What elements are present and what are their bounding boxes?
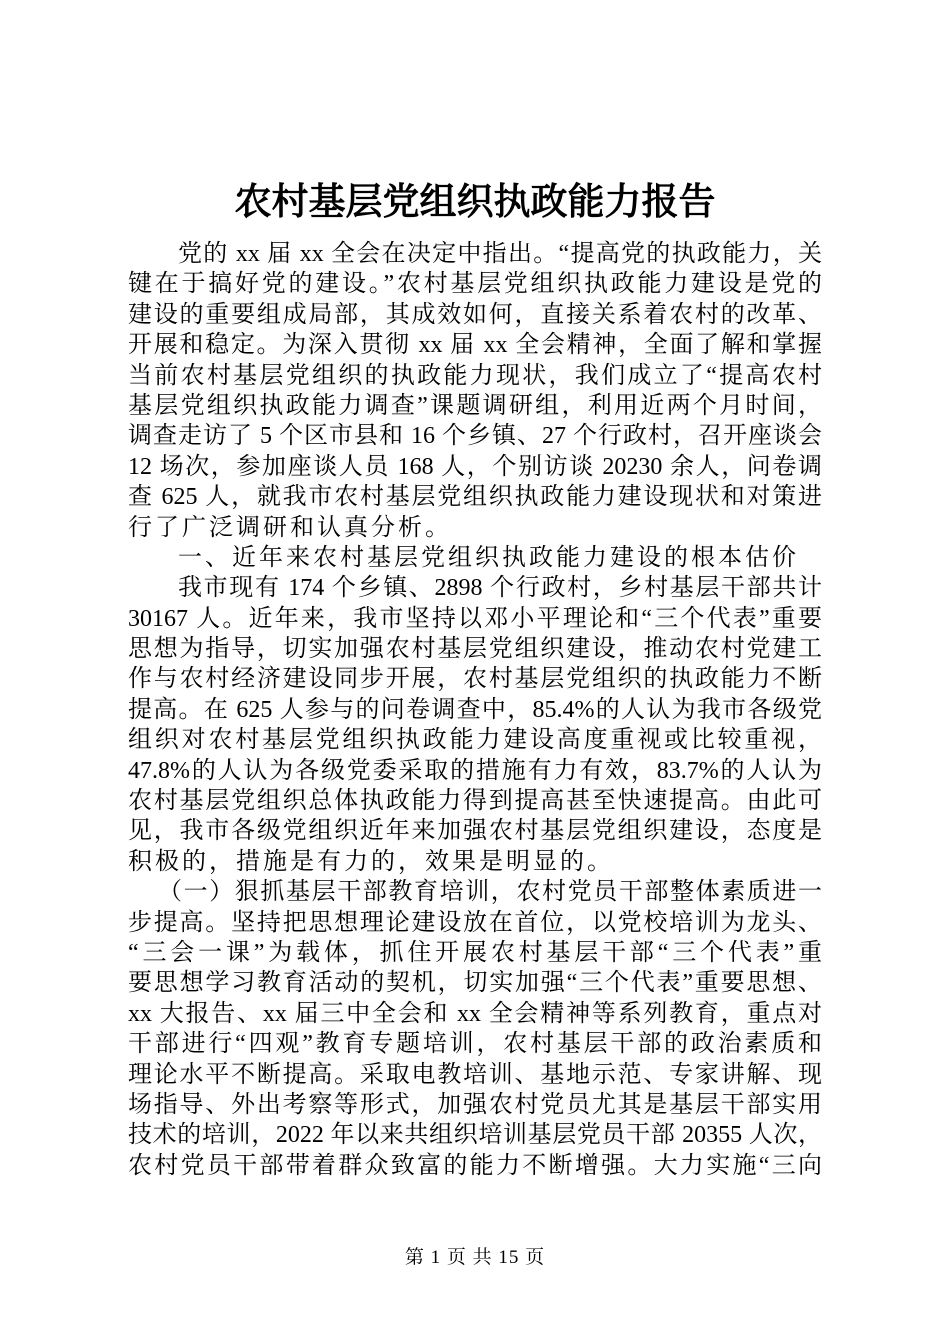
text-line: 作与农村经济建设同步开展，农村基层党组织的执政能力不断 [128,666,822,693]
text-line: 见，我市各级党组织近年来加强农村基层党组织建设，态度是 [128,818,822,845]
text-line: 思想为指导，切实加强农村基层党组织建设，推动农村党建工 [128,636,822,663]
text-line: （一）狠抓基层干部教育培训，农村党员干部整体素质进一 [158,879,822,906]
text-line: 组织对农村基层党组织执政能力建设高度重视或比较重视， [128,727,822,754]
text-line: 技术的培训，2022 年以来共组织培训基层党员干部 20355 人次， [128,1122,822,1149]
document-body [128,239,822,1181]
text-line: 查 625 人，就我市农村基层党组织执政能力建设现状和对策进 [128,484,822,511]
text-line: 场指导、外出考察等形式，加强农村党员尤其是基层干部实用 [128,1091,822,1118]
text-line: 基层党组织执政能力调查”课题调研组，利用近两个月时间， [128,392,822,419]
text-line: 我市现有 174 个乡镇、2898 个行政村，乡村基层干部共计 [178,575,822,602]
text-line: 调查走访了 5 个区市县和 16 个乡镇、27 个行政村，召开座谈会 [128,423,822,450]
text-line: 开展和稳定。为深入贯彻 xx 届 xx 全会精神，全面了解和掌握 [128,332,822,359]
text-line: 农村党员干部带着群众致富的能力不断增强。大力实施“三向 [128,1152,822,1179]
text-line: 要思想学习教育活动的契机，切实加强“三个代表”重要思想、 [128,970,822,997]
text-line: 12 场次，参加座谈人员 168 人，个别访谈 20230 余人，问卷调 [128,453,822,480]
text-line: 当前农村基层党组织的执政能力现状，我们成立了“提高农村 [128,362,822,389]
text-line: 47.8%的人认为各级党委采取的措施有力有效，83.7%的人认为 [128,757,822,784]
text-line: “三会一课”为载体，抓住开展农村基层干部“三个代表”重 [128,939,822,966]
text-line: 干部进行“四观”教育专题培训，农村基层干部的政治素质和 [128,1031,822,1058]
section-heading: 一、近年来农村基层党组织执政能力建设的根本估价 [178,544,799,571]
text-line: 步提高。坚持把思想理论建设放在首位，以党校培训为龙头、 [128,909,822,936]
text-line: xx 大报告、xx 届三中全会和 xx 全会精神等系列教育，重点对 [128,1000,822,1027]
text-line: 理论水平不断提高。采取电教培训、基地示范、专家讲解、现 [128,1061,822,1088]
text-line: 建设的重要组成局部，其成效如何，直接关系着农村的改革、 [128,301,822,328]
document-title: 农村基层党组织执政能力报告 [234,181,716,222]
text-line: 积极的，措施是有力的，效果是明显的。 [128,848,614,875]
text-line: 30167 人。近年来，我市坚持以邓小平理论和“三个代表”重要 [128,605,822,632]
text-line: 农村基层党组织总体执政能力得到提高甚至快速提高。由此可 [128,788,822,815]
text-line: 键在于搞好党的建设。”农村基层党组织执政能力建设是党的 [128,271,822,298]
text-line: 行了广泛调研和认真分析。 [128,514,452,541]
text-line: 党的 xx 届 xx 全会在决定中指出。“提高党的执政能力，关 [178,241,822,267]
text-line: 提高。在 625 人参与的问卷调查中，85.4%的人认为我市各级党 [128,696,822,723]
page-number-footer: 第 1 页 共 15 页 [404,1247,546,1268]
